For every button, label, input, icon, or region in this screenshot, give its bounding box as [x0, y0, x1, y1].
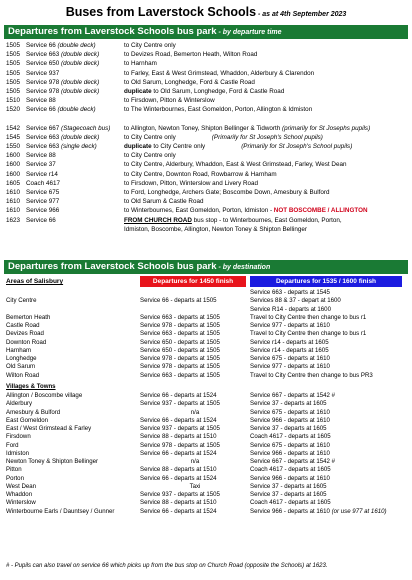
departure-text: Service 37 - departs at 1605 — [250, 482, 327, 490]
departure-time: 1542 — [6, 124, 21, 132]
service-name: Service 66 (double deck) — [26, 42, 96, 49]
departure-1450: Service 66 - departs at 1505 — [140, 297, 217, 305]
schedule-row — [6, 69, 408, 78]
service-name: Service r14 — [26, 170, 58, 178]
service-name: Service 650 (double deck) — [26, 60, 100, 68]
departure-text: Coach 4617 - departs at 1605 — [250, 499, 331, 507]
table-row — [6, 322, 408, 330]
destination — [124, 96, 408, 105]
schedule-row — [6, 225, 408, 234]
departure-1450: Service 66 - departs at 1524 — [140, 507, 217, 515]
schedule-row — [6, 78, 408, 87]
service-name: Service 663 (single deck) — [26, 143, 97, 151]
table-row — [6, 466, 408, 474]
departure-text: Services 88 & 37 - depart at 1600 — [250, 297, 341, 305]
departure-1535 — [250, 347, 408, 355]
schedule-row — [6, 216, 408, 225]
departure-1535 — [250, 400, 408, 408]
service-name: Service 663 (double deck) — [26, 133, 100, 141]
departure-1450: Service 88 - departs at 1510 — [140, 466, 217, 474]
title-as-at: - as at 4th September 2023 — [256, 11, 347, 18]
destination — [124, 151, 408, 160]
table-row — [6, 450, 408, 458]
banner-title: Departures from Laverstock Schools bus park — [8, 261, 217, 272]
destination-name: Castle Road — [6, 322, 40, 329]
departure-time: 1505 — [6, 88, 21, 96]
destination — [124, 188, 408, 197]
table-row — [6, 347, 408, 355]
departure-text: Service r14 - departs at 1605 — [250, 338, 329, 346]
departure-1450: Service 88 - departs at 1510 — [140, 433, 217, 441]
departure-1450: n/a — [190, 458, 200, 465]
table-row — [6, 400, 408, 408]
destination-name: Newton Toney & Shipton Bellinger — [6, 458, 99, 465]
destination-name: Firsdown — [6, 433, 31, 441]
service-note: (double deck) — [61, 78, 100, 86]
destination-text: to Firsdown, Pitton & Winterslow — [124, 97, 215, 105]
destination — [124, 87, 408, 96]
destination-name: Idmiston — [6, 449, 30, 457]
destination — [124, 78, 408, 87]
departure-text: Travel to City Centre then change to bus PR3 — [250, 371, 373, 379]
service-note: (double deck) — [61, 51, 100, 59]
destination-text: to City Centre only — [124, 152, 176, 160]
departure-time: 1505 — [6, 78, 21, 86]
departure-note: (or use 977 at 1610) — [331, 507, 387, 515]
destination-name: Winterbourne Earls / Dauntsey / Gunner — [6, 507, 115, 515]
destination: Idmiston, Boscombe, Allington, Newton Toney & Shipton Bellinger — [124, 225, 307, 233]
departure-1535 — [250, 339, 408, 347]
table-row — [6, 499, 408, 507]
destination-text: to Old Sarum & Castle Road — [124, 198, 204, 206]
departure-text: Service 966 - departs at 1610 — [250, 474, 330, 482]
destination-name: Bemerton Heath — [6, 313, 51, 321]
schedule-row — [6, 206, 408, 215]
departure-1450 — [140, 289, 250, 297]
departure-1450: Service 937 - departs at 1505 — [140, 400, 220, 408]
table-row — [6, 417, 408, 425]
departure-1535 — [250, 372, 408, 380]
service — [26, 225, 124, 234]
departure-1535 — [250, 433, 408, 441]
service-name: Service 66 (double deck) — [26, 106, 96, 114]
departure-1450: Service 66 - departs at 1524 — [140, 449, 217, 457]
departure-1450: Service 978 - departs at 1505 — [140, 355, 220, 362]
destination — [124, 216, 408, 225]
destination-text: to Winterbournes, East Gomeldon, Porton, Idmiston - — [124, 207, 274, 215]
departure-time: 1505 — [6, 69, 21, 77]
departure-1450: Service 663 - departs at 1505 — [140, 313, 220, 321]
destination-name: Winterslow — [6, 499, 36, 507]
departure-1535 — [250, 355, 408, 363]
departure-text: Service 966 - departs at 1610 — [250, 449, 330, 457]
departure-text: Service r14 - departs at 1605 — [250, 346, 329, 354]
schedule-row — [6, 87, 408, 96]
villages-heading: Villages & Towns — [6, 383, 56, 390]
destination-name: Allington / Boscombe village — [6, 392, 83, 399]
schedule-row — [6, 59, 408, 68]
destination — [124, 59, 408, 68]
departure-1450: Service 650 - departs at 1505 — [140, 346, 220, 354]
departure-time: 1600 — [6, 170, 21, 178]
departure-time: 1520 — [6, 106, 21, 114]
service-name: Service 978 (double deck) — [26, 88, 100, 96]
departure-text: Service 37 - departs at 1605 — [250, 425, 327, 432]
service-name: Service 88 — [26, 97, 56, 105]
departure-text: Service 37 - departs at 1605 — [250, 400, 327, 408]
departure-text: Service 667 - departs at 1542 # — [250, 392, 336, 399]
departure-1535 — [250, 322, 408, 330]
destination-text: to City Centre only — [124, 42, 176, 49]
destination-name: Porton — [6, 474, 24, 482]
destination-text: to Devizes Road, Bemerton Heath, Wilton Road — [124, 51, 258, 59]
departure-1450: Service 978 - departs at 1505 — [140, 441, 220, 449]
departure-time: 1610 — [6, 189, 21, 197]
service-name: Service 66 — [26, 216, 56, 224]
table-row — [6, 363, 408, 371]
service-name: Service 978 (double deck) — [26, 78, 100, 86]
departure-time: 1550 — [6, 143, 21, 151]
departure-1450: Service 88 - departs at 1510 — [140, 499, 217, 507]
duplicate-label: duplicate — [124, 88, 152, 96]
destination-name — [6, 306, 140, 314]
destination — [124, 197, 408, 206]
col-1450-heading: Departures for 1450 finish — [140, 276, 246, 287]
schedule-row — [6, 124, 408, 133]
service-note: (double deck) — [61, 60, 100, 68]
departure-1535 — [250, 363, 408, 371]
table-row — [6, 306, 408, 314]
destination-name: Wilton Road — [6, 371, 40, 379]
departure-1535 — [250, 458, 408, 466]
destination — [124, 124, 408, 133]
schedule-row — [6, 133, 408, 142]
destination-note: (Primarily for St Joseph's School pupils) — [211, 133, 323, 141]
destination — [124, 50, 408, 59]
service-note: (double deck) — [57, 106, 96, 114]
departure-time: 1505 — [6, 42, 21, 49]
banner-subtitle: - by destination — [216, 264, 271, 271]
departure-1535 — [250, 475, 408, 483]
departure-text: Travel to City Centre then change to bus r1 — [250, 330, 367, 338]
service-note: (single deck) — [61, 143, 97, 151]
table-row — [6, 433, 408, 441]
schedule-row — [6, 188, 408, 197]
departure-1535 — [250, 392, 408, 400]
service-name: Service 977 — [26, 198, 60, 206]
table-row — [6, 289, 408, 297]
destination-name: Whaddon — [6, 491, 33, 498]
departure-text: Service 675 - departs at 1610 — [250, 355, 330, 362]
departure-1450: Service 937 - departs at 1505 — [140, 491, 220, 498]
destination-text: to Ford, Longhedge, Archers Gate; Boscombe Down, Amesbury & Bulford — [124, 189, 330, 197]
destination-text: to Old Sarum, Longhedge, Ford & Castle Road — [124, 78, 255, 86]
destination-text: to Old Sarum, Longhedge, Ford & Castle Road — [151, 88, 285, 96]
destination-name: West Dean — [6, 482, 37, 490]
destination-text: to Firsdown, Pitton, Winterslow and Livery Road — [124, 179, 259, 187]
departure-time-banner — [4, 25, 408, 39]
destination-text: to Farley, East & West Grimstead, Whaddon, Alderbury & Clarendon — [124, 69, 315, 77]
departure-text: Service 977 - departs at 1610 — [250, 322, 330, 329]
duplicate-label: duplicate — [124, 143, 152, 151]
departure-time: 1505 — [6, 60, 21, 68]
departure-1450: Service 66 - departs at 1524 — [140, 474, 217, 482]
service-note: (double deck) — [57, 42, 96, 49]
table-row — [6, 483, 408, 491]
table-row — [6, 458, 408, 466]
departure-1450: Service 978 - departs at 1505 — [140, 322, 220, 329]
areas-table — [6, 289, 408, 380]
service-name: Service 675 — [26, 189, 60, 197]
table-row — [6, 409, 408, 417]
table-row — [6, 442, 408, 450]
departure-time: 1510 — [6, 97, 21, 105]
banner-subtitle: - by departure time — [216, 29, 282, 36]
departure-time: 1505 — [6, 51, 21, 59]
destination — [124, 142, 408, 151]
departure-1450 — [140, 306, 250, 314]
service-name: Service 88 — [26, 152, 56, 160]
villages-table — [6, 392, 408, 516]
service-note: (double deck) — [61, 88, 100, 96]
service-name: Service 37 — [26, 161, 56, 169]
destination-note: (primarily for St Josephs pupils) — [281, 124, 371, 132]
departure-time: 1605 — [6, 179, 21, 187]
departure-text: Coach 4617 - departs at 1605 — [250, 466, 331, 474]
destination-name: City Centre — [6, 297, 37, 305]
service-name: Service 667 (Stagecoach bus) — [26, 124, 111, 132]
destination-text: to City Centre only — [124, 133, 176, 141]
service-note: (double deck) — [61, 133, 100, 141]
schedule-row — [6, 197, 408, 206]
destination-banner — [4, 260, 408, 274]
destination-text: to City Centre, Downton Road, Rowbarrow & Harnham — [124, 170, 277, 178]
departure-text: Service 667 - departs at 1542 # — [250, 458, 336, 465]
banner-title: Departures from Laverstock Schools bus park — [8, 26, 217, 37]
destination-name: Pitton — [6, 466, 22, 474]
destination-name: Harnham — [6, 346, 32, 354]
destination-text: to The Winterbournes, East Gomeldon, Porton, Allington & Idmiston — [124, 106, 313, 114]
service-name: Service 966 — [26, 207, 60, 215]
departure-1450: Service 663 - departs at 1505 — [140, 330, 220, 338]
departure-text: Service 675 - departs at 1610 — [250, 441, 330, 449]
departure-text: Travel to City Centre then change to bus r1 — [250, 313, 367, 321]
table-row — [6, 372, 408, 380]
destination-text: bus stop - to Winterbournes, East Gomeldon, Porton, — [191, 216, 342, 224]
destination — [124, 206, 408, 215]
service-name: Service 937 — [26, 69, 60, 77]
departure-1450: Service 66 - departs at 1524 — [140, 392, 217, 399]
page-title — [0, 3, 412, 21]
departure-text: Service 966 - departs at 1610 — [250, 507, 332, 515]
destination-name: Ford — [6, 441, 19, 449]
destination — [124, 133, 408, 142]
departure-text: Coach 4617 - departs at 1605 — [250, 433, 331, 441]
departure-text: Service 663 - departs at 1545 — [250, 289, 330, 296]
destination-name: Old Sarum — [6, 363, 36, 371]
schedule-list — [6, 41, 408, 234]
service-note: (Stagecoach bus) — [61, 124, 111, 132]
departure-1535 — [250, 306, 408, 314]
departure-1450: Taxi — [189, 482, 201, 490]
departure-1450: Service 663 - departs at 1505 — [140, 371, 220, 379]
table-header — [6, 276, 408, 288]
departure-1535 — [250, 330, 408, 338]
title-main: Buses from Laverstock Schools — [65, 5, 257, 19]
table-row — [6, 297, 408, 305]
destination — [124, 105, 408, 114]
table-row — [6, 330, 408, 338]
departure-text: Service 37 - departs at 1605 — [250, 491, 327, 498]
areas-heading: Areas of Salisbury — [6, 278, 64, 285]
departure-text: Service 966 - departs at 1610 — [250, 416, 330, 424]
destination-text: to City Centre only — [151, 143, 206, 151]
departure-time: 1600 — [6, 161, 21, 169]
schedule-row — [6, 179, 408, 188]
destination-name: Devizes Road — [6, 330, 44, 338]
col-1535-heading: Departures for 1535 / 1600 finish — [250, 276, 402, 287]
departure-1535 — [250, 442, 408, 450]
destination-name: Alderbury — [6, 400, 33, 408]
table-row — [6, 314, 408, 322]
departure-text: Service 977 - departs at 1610 — [250, 363, 330, 371]
service-name: Coach 4617 — [26, 179, 60, 187]
schedule-row — [6, 151, 408, 160]
departure-1535 — [250, 491, 408, 499]
schedule-row — [6, 115, 408, 124]
departure-1450: Service 978 - departs at 1505 — [140, 363, 220, 371]
departure-text: Service R14 - departs at 1600 — [250, 305, 331, 313]
table-row — [6, 339, 408, 347]
schedule-row — [6, 160, 408, 169]
departure-time: 1600 — [6, 152, 21, 160]
stop-note: FROM CHURCH ROAD — [124, 216, 192, 224]
departure-1535 — [250, 508, 408, 516]
departure-1535 — [250, 425, 408, 433]
table-row — [6, 392, 408, 400]
departure-text: Service 675 - departs at 1610 — [250, 408, 330, 416]
table-row — [6, 491, 408, 499]
destination — [124, 179, 408, 188]
departure-1450: Service 937 - departs at 1505 — [140, 425, 220, 432]
destination — [124, 41, 408, 50]
departure-1535 — [250, 499, 408, 507]
destination-text: to Allington, Newton Toney, Shipton Bellinger & Tidworth — [124, 124, 282, 132]
destination — [124, 160, 408, 169]
destination-note: (Primarily for St Joseph's School pupils) — [241, 143, 353, 151]
departure-1535 — [250, 483, 408, 491]
time — [6, 225, 26, 234]
departure-1535 — [250, 409, 408, 417]
table-row — [6, 475, 408, 483]
departure-1450: Service 650 - departs at 1505 — [140, 338, 220, 346]
table-row — [6, 355, 408, 363]
departure-time: 1610 — [6, 207, 21, 215]
footnote: # - Pupils can also travel on service 66 which picks up from the bus stop on Church Road (opposite the Schools) at 1623. — [6, 563, 328, 569]
schedule-row — [6, 41, 408, 50]
departure-time: 1610 — [6, 198, 21, 206]
destination-name: Amesbury & Bulford — [6, 408, 61, 416]
service-name: Service 663 (double deck) — [26, 51, 100, 59]
schedule-row — [6, 170, 408, 179]
departure-1535 — [250, 289, 408, 297]
departure-1535 — [250, 466, 408, 474]
destination-name: East / West Grimstead & Farley — [6, 425, 92, 432]
departure-time: 1545 — [6, 133, 21, 141]
departure-1535 — [250, 314, 408, 322]
destination-name — [6, 289, 140, 297]
table-row — [6, 508, 408, 516]
departure-1450: Service 66 - departs at 1524 — [140, 416, 217, 424]
schedule-row — [6, 142, 408, 151]
departure-1535 — [250, 450, 408, 458]
table-row — [6, 425, 408, 433]
departure-1535 — [250, 297, 408, 305]
villages-heading-wrap — [6, 383, 408, 391]
departure-time: 1623 — [6, 216, 21, 224]
destination-text: to City Centre, Alderbury, Whaddon, East & West Grimstead, Farley, West Dean — [124, 161, 347, 169]
destination — [124, 69, 408, 78]
schedule-row — [6, 105, 408, 114]
destination — [124, 170, 408, 179]
destination-name: Longhedge — [6, 355, 37, 362]
departure-1535 — [250, 417, 408, 425]
departure-1450: n/a — [190, 408, 200, 416]
schedule-row — [6, 96, 408, 105]
destination-name: East Gomeldon — [6, 416, 49, 424]
alert-note: NOT BOSCOMBE / ALLINGTON — [273, 207, 368, 215]
schedule-row — [6, 50, 408, 59]
destination-text: to Harnham — [124, 60, 157, 68]
destination-name: Downton Road — [6, 338, 47, 346]
